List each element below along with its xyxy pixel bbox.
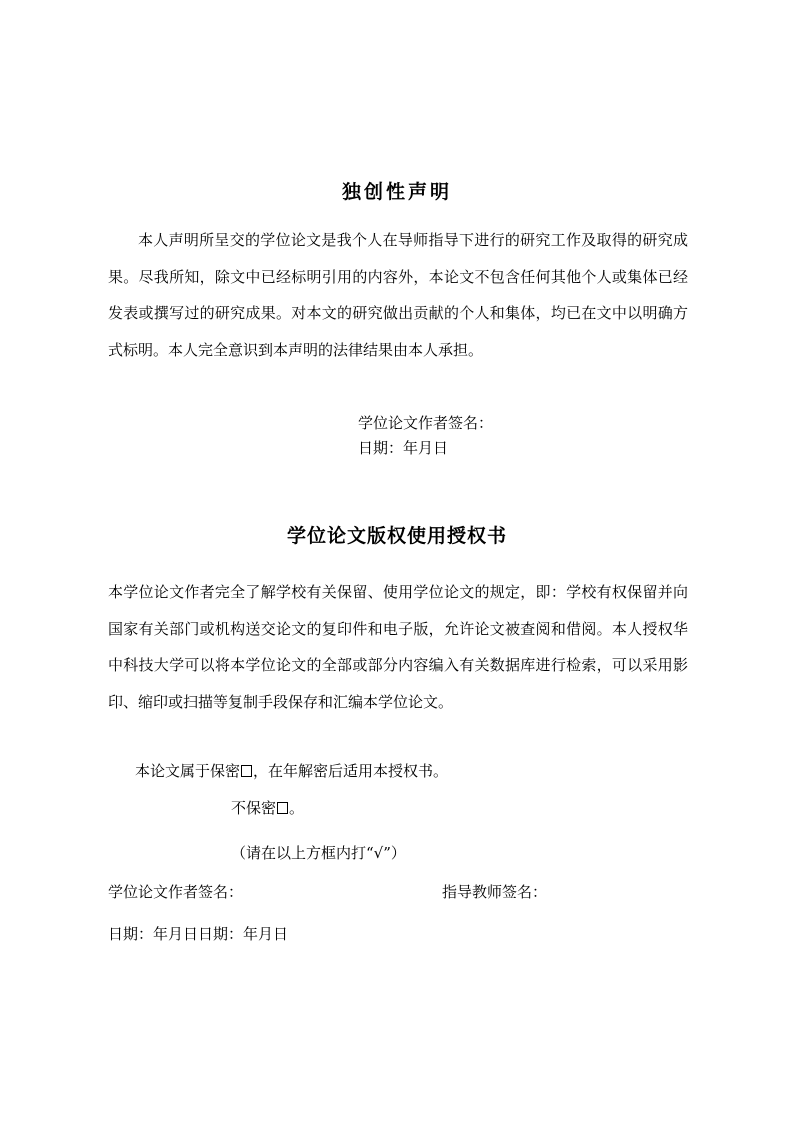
nonsecret-checkbox[interactable] <box>277 802 288 814</box>
authorization-body: 本学位论文作者完全了解学校有关保留、使用学位论文的规定，即：学校有权保留并向国家有关部门或机构送交论文的复印件和电子版，允许论文被查阅和借阅。本人授权华中科技大学可以将本学位论文的全部或部分内容编入有关数据库进行检索，可以采用影印、缩印或扫描等复制手段保存和汇编本学位论文。 <box>108 583 688 711</box>
declaration-date-label: 日期：年月日 <box>358 439 449 457</box>
secret-option-prefix: 本论文属于保密 <box>135 762 241 780</box>
authorization-title: 学位论文版权使用授权书 <box>286 525 507 547</box>
declaration-body: 本人声明所呈交的学位论文是我个人在导师指导下进行的研究工作及取得的研究成果。尽我所知，除文中已经标明引用的内容外，本论文不包含任何其他个人或集体已经发表或撰写过的研究成果。对本文的研究做出贡献的个人和集体，均已在文中以明确方式标明。本人完全意识到本声明的法律结果由本人承担。 <box>108 231 688 359</box>
checkbox-hint: （请在以上方框内打“√”） <box>231 844 406 862</box>
authorization-date-line: 日期：年月日日期：年月日 <box>108 925 289 943</box>
declaration-title: 独创性声明 <box>341 181 452 203</box>
nonsecret-option-prefix: 不保密 <box>231 799 277 817</box>
secret-option <box>135 760 448 782</box>
nonsecret-option <box>231 797 304 819</box>
secret-checkbox[interactable] <box>241 765 252 777</box>
supervisor-signature-label: 指导教师签名： <box>442 883 548 901</box>
declaration-author-signature-label: 学位论文作者签名： <box>358 414 494 432</box>
authorization-author-signature-label: 学位论文作者签名： <box>108 883 244 901</box>
nonsecret-option-suffix: 。 <box>289 799 305 817</box>
secret-option-suffix: ，在年解密后适用本授权书。 <box>253 762 449 780</box>
